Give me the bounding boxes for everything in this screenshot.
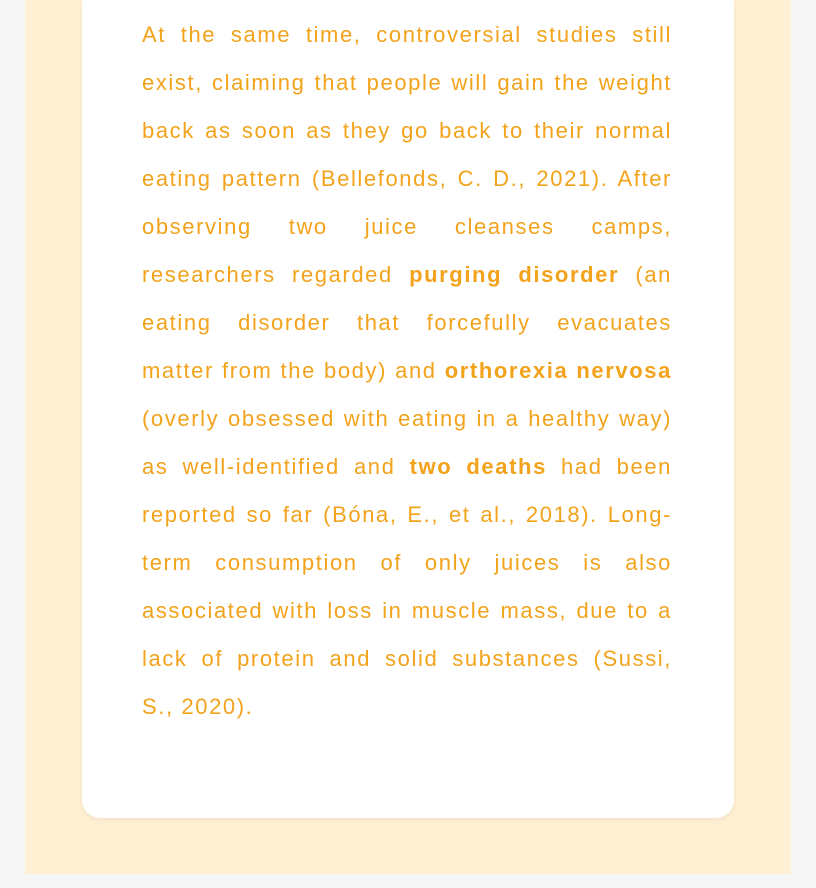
paragraph-text: (overly obsessed with eating in a healthy way) as well-identified and (142, 406, 672, 479)
article-paragraph (142, 11, 672, 731)
highlight-two-deaths: two deaths (409, 454, 547, 479)
paragraph-text: (an eating disorder that forcefully evacuates matter from the body) and (142, 262, 672, 383)
paragraph-text: At the same time, controversial studies still exist, claiming that people will gain the weight back as soon as they go back to their normal eating pattern (Bellefonds, C. D., 2021). After observing two juice cleanses camps, researchers regarded (142, 22, 672, 287)
highlight-orthorexia-nervosa: orthorexia nervosa (444, 358, 672, 383)
paragraph-text: had been reported so far (Bóna, E., et al., 2018). Long-term consumption of only juices is also associated with loss in muscle mass, due to a lack of protein and solid substances (Sussi, S., 2020). (142, 454, 672, 719)
article-card (82, 0, 734, 818)
content-panel (25, 0, 791, 874)
highlight-purging-disorder: purging disorder (409, 262, 620, 287)
